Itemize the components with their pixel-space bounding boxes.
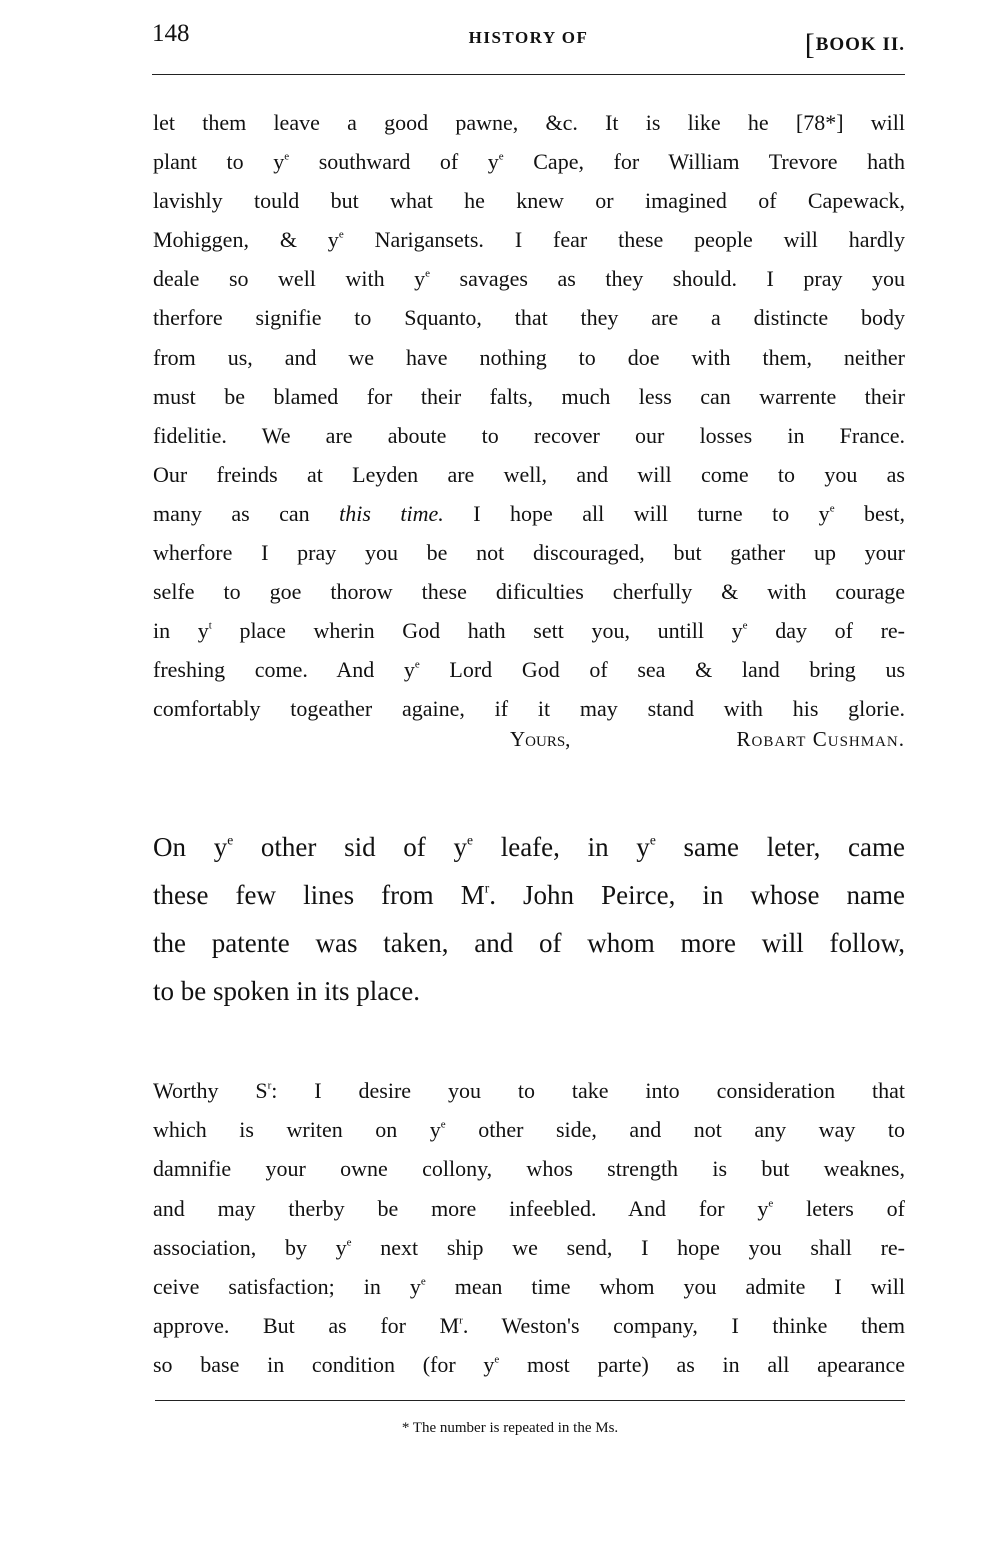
text-run: therfore signifie to Squanto, that they are a distincte body xyxy=(153,305,905,331)
superscript: e xyxy=(440,1118,446,1131)
text-run: which is writen on y xyxy=(153,1117,441,1143)
peirce-letter xyxy=(153,1071,905,1385)
text-run: and may therby be more infeebled. And for y xyxy=(153,1195,769,1221)
text-run: I hope all will turne to y xyxy=(443,500,830,526)
text-line xyxy=(153,1110,905,1149)
text-line xyxy=(153,259,905,298)
text-line xyxy=(153,494,905,533)
text-line xyxy=(153,871,905,919)
text-line xyxy=(153,1267,905,1306)
superscript: e xyxy=(768,1197,774,1210)
text-run: plant to y xyxy=(153,149,285,175)
superscript: e xyxy=(284,150,290,163)
text-line xyxy=(153,572,905,611)
superscript: e xyxy=(494,1353,500,1366)
cushman-letter xyxy=(153,103,905,729)
text-run: On y xyxy=(153,832,228,862)
text-run: leters of xyxy=(773,1195,906,1221)
text-line xyxy=(153,823,905,871)
text-run: Cape, for William Trevore hath xyxy=(503,149,905,175)
superscript: e xyxy=(829,502,835,515)
text-line xyxy=(153,377,905,416)
header-rule xyxy=(152,74,905,75)
text-run: next ship we send, I hope you shall re- xyxy=(351,1234,905,1260)
text-line xyxy=(153,533,905,572)
text-run: association, by y xyxy=(153,1234,347,1260)
superscript: t xyxy=(208,619,212,632)
text-run: from us, and we have nothing to doe with them, neither xyxy=(153,344,905,370)
superscript: e xyxy=(346,1236,352,1249)
superscript: e xyxy=(498,150,504,163)
superscript: e xyxy=(227,832,234,848)
text-run: other side, and not any way to xyxy=(445,1117,905,1143)
text-run: mean time whom you admite I will xyxy=(425,1273,905,1299)
superscript: r xyxy=(267,1079,272,1092)
superscript: e xyxy=(649,832,656,848)
text-run: leafe, in y xyxy=(473,832,650,862)
text-line xyxy=(153,1149,905,1188)
text-run: so base in condition (for y xyxy=(153,1352,495,1378)
text-line xyxy=(153,338,905,377)
signature-line xyxy=(153,727,905,766)
text-run: must be blamed for their falts, much less can warrente their xyxy=(153,383,905,409)
text-line xyxy=(153,181,905,220)
superscript: e xyxy=(742,619,748,632)
closing: Yours, xyxy=(510,727,571,751)
text-run: many as can xyxy=(153,500,340,526)
book-bracket: [ xyxy=(804,28,816,61)
text-run: let them leave a good pawne, &c. It is like he [78*] will xyxy=(153,110,905,135)
text-run: Worthy S xyxy=(153,1078,268,1103)
text-line xyxy=(153,416,905,455)
text-run: these few lines from M xyxy=(153,880,485,910)
running-header xyxy=(152,18,905,61)
text-run: Our freinds at Leyden are well, and will come to you as xyxy=(153,461,905,487)
text-run: Narigansets. I fear these people will hardly xyxy=(343,227,905,253)
text-run: selfe to goe thorow these dificulties cherfully & with courage xyxy=(153,579,905,605)
text-run: to be spoken in its place. xyxy=(153,976,420,1006)
text-run: Mohiggen, & y xyxy=(153,227,339,253)
text-run: lavishly tould but what he knew or imagined of Capewack, xyxy=(153,188,905,214)
text-run: same leter, came xyxy=(655,832,905,862)
book-text: BOOK II. xyxy=(815,34,905,55)
footnote: * The number is repeated in the Ms. xyxy=(401,1420,619,1436)
text-line xyxy=(153,967,905,1015)
text-run: deale so well with y xyxy=(153,266,426,292)
text-line xyxy=(153,1071,905,1110)
text-run: fidelitie. We are aboute to recover our losses in France. xyxy=(153,422,905,448)
text-line xyxy=(153,103,905,142)
superscript: e xyxy=(414,658,420,671)
text-run: savages as they should. I pray you xyxy=(430,266,905,292)
text-run: : I desire you to take into consideration that xyxy=(271,1078,905,1103)
superscript: e xyxy=(420,1275,426,1288)
text-run: in y xyxy=(153,618,209,644)
text-line xyxy=(153,1189,905,1228)
text-run: best, xyxy=(834,500,905,526)
page-number: 148 xyxy=(152,20,190,47)
superscript: e xyxy=(425,268,431,281)
text-run: Lord God of sea & land bring us xyxy=(419,657,906,683)
superscript: r xyxy=(459,1314,463,1327)
text-line xyxy=(153,1306,905,1345)
book-label xyxy=(804,24,905,61)
signature: Robart Cushman. xyxy=(736,727,905,751)
text-line xyxy=(153,611,905,650)
text-run: wherfore I pray you be not discouraged, but gather up your xyxy=(153,540,905,566)
text-run: most parte) as in all apearance xyxy=(499,1352,905,1378)
text-run: . Weston's company, I thinke them xyxy=(462,1313,905,1339)
text-line xyxy=(153,650,905,689)
text-line xyxy=(153,689,905,728)
superscript: e xyxy=(467,832,473,848)
superscript: r xyxy=(484,880,490,896)
running-title: HISTORY OF xyxy=(468,28,589,47)
text-run: damnifie your owne collony, whos strength is but weaknes, xyxy=(153,1156,905,1182)
footnote-rule xyxy=(155,1400,905,1401)
narrative-paragraph xyxy=(153,823,905,1015)
text-run: freshing come. And y xyxy=(153,657,415,683)
text-line xyxy=(153,298,905,337)
text-line xyxy=(153,919,905,967)
text-run: other sid of y xyxy=(233,832,467,862)
text-run: the patente was taken, and of whom more will follow, xyxy=(153,928,905,958)
text-run: place wherin God hath sett you, untill y xyxy=(211,618,743,644)
italic-run: this time. xyxy=(339,500,444,526)
text-line xyxy=(153,1345,905,1384)
text-line xyxy=(153,455,905,494)
text-run: ceive satisfaction; in y xyxy=(153,1273,421,1299)
text-run: southward of y xyxy=(289,149,499,175)
text-run: comfortably togeather againe, if it may stand with his glorie. xyxy=(153,696,905,722)
text-run: day of re- xyxy=(747,618,905,644)
text-line xyxy=(153,220,905,259)
text-line xyxy=(153,142,905,181)
text-run: . John Peirce, in whose name xyxy=(489,880,905,910)
text-run: approve. But as for M xyxy=(153,1313,460,1339)
superscript: e xyxy=(338,228,344,241)
text-line xyxy=(153,1228,905,1267)
